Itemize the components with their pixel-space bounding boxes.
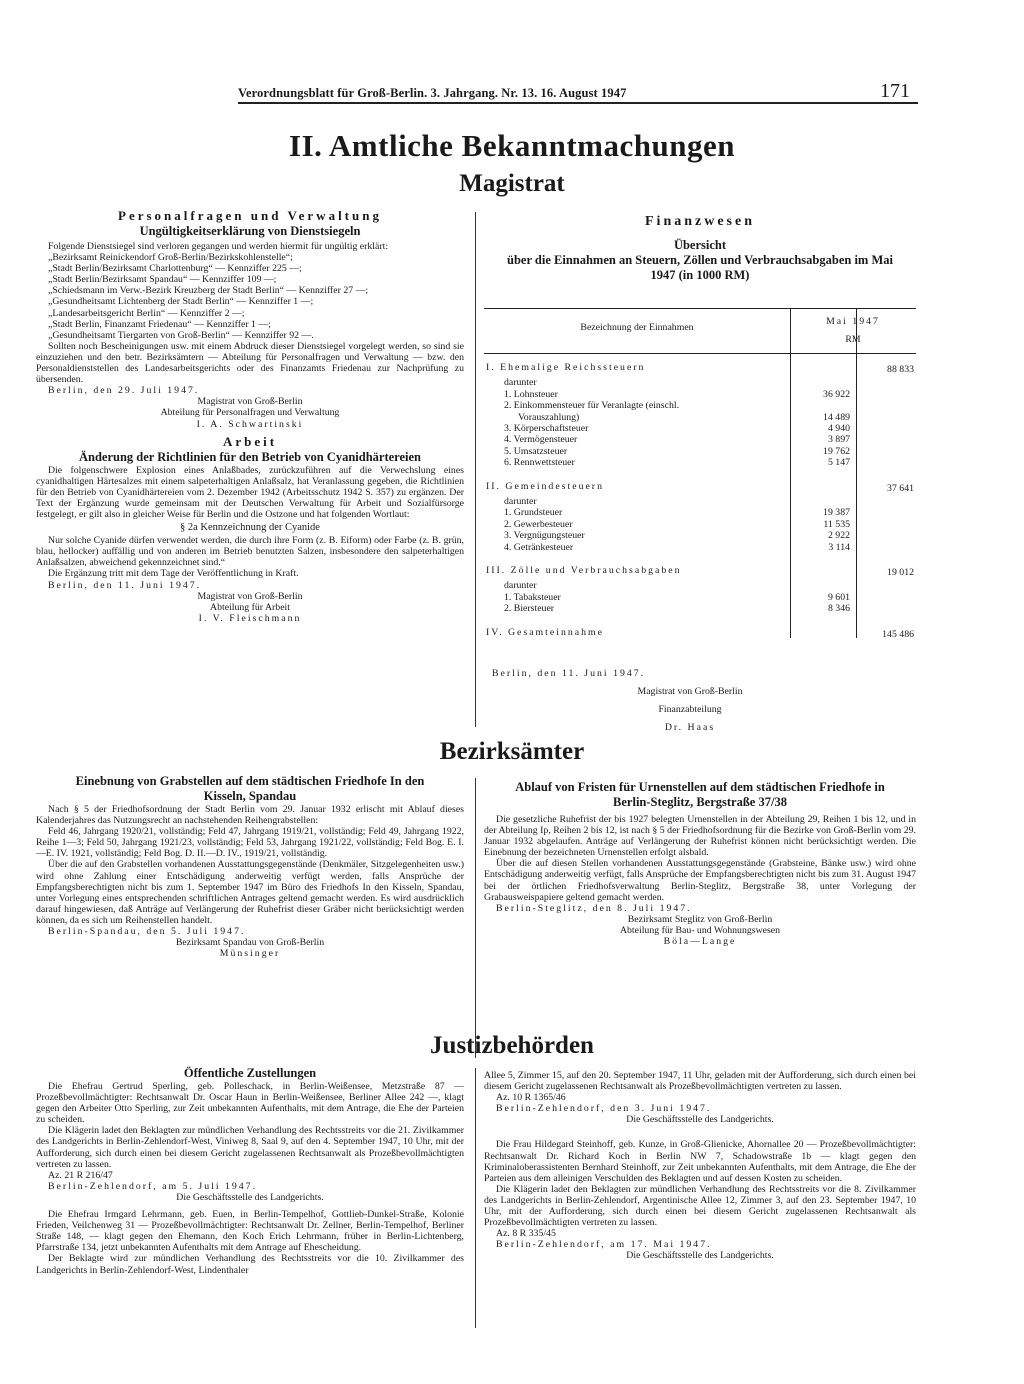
steglitz-signature: Bezirksamt Steglitz von Groß-Berlin xyxy=(627,913,773,925)
finanz-signature: Magistrat von Groß-Berlin xyxy=(637,686,743,697)
siegel-item: „Bezirksamt Reinickendorf Groß-Berlin/Bezirkskohlenstelle“; xyxy=(48,252,293,264)
personal-section xyxy=(36,208,464,624)
column-divider xyxy=(475,1068,476,1328)
zustellung-date: Berlin-Zehlendorf, am 5. Juli 1947. xyxy=(48,1180,258,1192)
page-number: 171 xyxy=(880,80,910,102)
table-header-label: Bezeichnung der Einnahmen xyxy=(580,322,694,333)
zustellung-text: Die Ehefrau Gertrud Sperling, geb. Polleschack, in Berlin-Weißensee, Metzstraße 87 — Prozeßbevollmächtigter: Rechtsanwalt Dr. Oscar Haun in Berlin-Weißensee, Berliner Allee 242 —, klagt gegen den Arbeiter Otto Sperling, zur Zeit unbekannten Aufenthalts, mit dem Antrage, die Ehe der Parteien zu scheiden. xyxy=(36,1081,464,1126)
siegel-item: „Stadt Berlin, Finanzamt Friedenau“ — Kennziffer 1 —; xyxy=(48,318,271,330)
table-row-value: 9 601 xyxy=(827,591,850,603)
arbeit-closing: Die Ergänzung tritt mit dem Tage der Veröffentlichung in Kraft. xyxy=(48,568,299,580)
bezirk-heading: Bezirksämter xyxy=(439,738,585,765)
finanz-section xyxy=(484,214,916,283)
siegel-date: Berlin, den 29. Juli 1947. xyxy=(48,385,200,397)
bezirk-left xyxy=(36,774,464,959)
table-row-value: 3 897 xyxy=(827,434,850,446)
table-vline xyxy=(856,308,857,638)
running-header: Verordnungsblatt für Groß-Berlin. 3. Jahrgang. Nr. 13. 16. August 1947 xyxy=(238,86,627,100)
zustellung-text: Der Beklagte wird zur mündlichen Verhandlung des Rechtsstreits vor die 10. Zivilkammer des Landgerichts in Berlin-Zehlendorf-West, Lindenthaler xyxy=(36,1253,464,1276)
table-row-value: 14 489 xyxy=(823,411,850,423)
spandau-signature: Münsinger xyxy=(219,948,281,960)
zustellung-date: Berlin-Zehlendorf, am 17. Mai 1947. xyxy=(496,1239,712,1251)
table-row-label: darunter xyxy=(504,496,537,507)
table-row-value: 5 147 xyxy=(827,457,850,469)
table-row-label: 1. Grundsteuer xyxy=(504,507,563,519)
section-personalfragen: Personalfragen und Verwaltung xyxy=(118,208,382,223)
siegel-item: „Stadt Berlin/Bezirksamt Charlottenburg“ — Kennziffer 225 —; xyxy=(48,263,302,275)
siegel-item: „Landesarbeitsgericht Berlin“ — Kennziffer 2 —; xyxy=(48,307,245,319)
steglitz-signature: Böla—Lange xyxy=(663,936,737,948)
table-group-total: 145 486 xyxy=(882,628,914,640)
arbeit-paragraph-title: § 2a Kennzeichnung der Cyanide xyxy=(180,522,320,534)
zustellung-signature: Die Geschäftsstelle des Landgerichts. xyxy=(176,1191,324,1203)
arbeit-signature: I. V. Fleischmann xyxy=(198,612,302,624)
table-row-value: 8 346 xyxy=(827,603,850,615)
siegel-item: „Gesundheitsamt Tiergarten von Groß-Berlin“ — Kennziffer 92 —. xyxy=(48,329,314,341)
siegel-heading: Ungültigkeitserklärung von Dienstsiegeln xyxy=(139,224,361,238)
siegel-signature: Abteilung für Personalfragen und Verwaltung xyxy=(160,407,340,419)
table-row-label: 2. Gewerbesteuer xyxy=(504,518,573,530)
table-row-label: 3. Vergnügungsteuer xyxy=(504,530,585,542)
zustellung-text: Die Frau Hildegard Steinhoff, geb. Kunze, in Groß-Glienicke, Ahornallee 20 — Prozeßbevollmächtigter: Rechtsanwalt Dr. Richard Koch in Berlin NW 7, Schadowstraße 1b — klagt gegen den Kriminaloberassistenten Bernhard Steinhoff, zur Zeit unbekannten Aufenthalts, mit dem Antrage, die Ehe der Parteien aus dem alleinigen Verschulden des Beklagten und auf dessen Kosten zu scheiden. xyxy=(484,1139,916,1184)
justiz-heading: Justizbehörden xyxy=(430,1032,594,1059)
table-row-label: 1. Lohnsteuer xyxy=(504,388,558,400)
table-group-total: 37 641 xyxy=(887,482,914,494)
table-group-total: 19 012 xyxy=(887,567,914,578)
arbeit-body: Die folgenschwere Explosion eines Anlaßbades, zurückzuführen auf die Verwechslung eines cyanidhaltigen Härtesalzes mit einem salpeterhaltigen Anlaßsalz, hat Veranlassung gegeben, die Richtlinien für den Betrieb von Cyanidhärtereien vom 2. Dezember 1942 (Arbeitsschutz 1942 S. 357) zu ergänzen. Der Text der Ergänzung wurde gemeinsam mit der Deutschen Verwaltung für Arbeit und Sozialfürsorge festgelegt, er gilt also in gleicher Weise für Berlin und die Ostzone und hat folgenden Wortlaut: xyxy=(36,464,464,520)
table-row-label: darunter xyxy=(504,377,537,389)
steglitz-signature: Abteilung für Bau- und Wohnungswesen xyxy=(619,924,781,936)
siegel-item: „Gesundheitsamt Lichtenberg der Stadt Berlin“ — Kennziffer 1 —; xyxy=(48,296,314,308)
table-rule-top xyxy=(484,308,916,309)
table-row-value: 2 922 xyxy=(827,530,850,542)
zustellung-signature: Die Geschäftsstelle des Landgerichts. xyxy=(626,1114,774,1126)
zustellung-az: Az. 8 R 335/45 xyxy=(496,1228,556,1240)
table-header-unit: RM xyxy=(845,334,861,345)
table-row-label: darunter xyxy=(504,580,537,592)
finanz-title: Übersicht xyxy=(673,238,727,252)
column-divider xyxy=(475,212,476,727)
justiz-left xyxy=(36,1066,464,1276)
finanz-signature: Dr. Haas xyxy=(664,722,716,733)
spandau-signature: Bezirksamt Spandau von Groß-Berlin xyxy=(175,937,325,949)
siegel-body: Sollten noch Bescheinigungen usw. mit einem Abdruck dieser Dienstsiegel vorgelegt werden, so sind sie einzuziehen und den betr. Bezirksämtern — Abteilung für Personalfragen und Verwaltung — bzw. den Personaldienststellen des Landesarbeitsgerichts oder des Finanzamts Friedenau zur Nachprüfung zu übersenden. xyxy=(36,340,464,386)
table-row-value: 19 762 xyxy=(823,445,850,457)
table-row-label: 4. Getränkesteuer xyxy=(504,541,574,553)
spandau-body: Über die auf den Grabstellen vorhandenen Ausstattungsgegenstände (Denkmäler, Sitzgelegenheiten usw.) wird ohne Zahlung einer Entschädigung anderweitig verfügt werden, falls Ansprüche der Empfangsberechtigten nicht bis zum 1. September 1947 im Büro des Friedhofs In den Kisseln, Spandau, unter Vorlegung eines entsprechenden schriftlichen Antrages geltend gemacht werden. Es wird ausdrücklich darauf hingewiesen, daß Anträge auf Verlängerung der Ruhefrist dieser Gräber nicht berücksichtigt werden können, da es sich um Reihenstellen handelt. xyxy=(36,859,464,926)
table-row-label: 4. Vermögensteuer xyxy=(504,434,578,446)
table-row-value: 3 114 xyxy=(828,541,850,553)
table-row-value: 19 387 xyxy=(823,507,850,519)
magistrat-heading: Magistrat xyxy=(459,170,565,197)
table-row-label: 2. Einkommensteuer für Veranlagte (einschl. xyxy=(504,400,680,412)
table-row-value: 36 922 xyxy=(823,388,850,400)
bezirk-right xyxy=(484,780,916,947)
column-divider xyxy=(475,778,476,1058)
spandau-date: Berlin-Spandau, den 5. Juli 1947. xyxy=(48,926,246,938)
arbeit-heading: Änderung der Richtlinien für den Betrieb von Cyanidhärtereien xyxy=(78,449,422,464)
table-rule-header xyxy=(484,353,916,354)
spandau-heading: Einebnung von Grabstellen auf dem städtischen Friedhofe In den Kisseln, Spandau xyxy=(75,774,425,803)
steglitz-body: Über die auf diesen Stellen vorhandenen Ausstattungsgegenstände (Grabsteine, Bänke usw.) wird ohne Entschädigung anderweitig verfügt, falls Ansprüche der Empfangsberechtigten nicht bis zum 31. August 1947 bei der örtlichen Friedhofsverwaltung Berlin-Steglitz, Bergstraße 38, unter Vorlegung der Grabausweispapiere geltend gemacht werden. xyxy=(484,858,916,903)
zustellung-az: Az. 10 R 1365/46 xyxy=(496,1092,566,1104)
zustellung-text: Die Ehefrau Irmgard Lehrmann, geb. Euen, in Berlin-Tempelhof, Gottlieb-Dunkel-Straße, Kolonie Frieden, Veilchenweg 31 — Prozeßbevollmächtigter: Rechtsanwalt Dr. Zellner, Berlin-Tempelhof, Berliner Straße 148, — klagt gegen den Ehemann, den Koch Erich Lehrmann, früher in Berlin-Lichtenberg, Pfarrstraße 134, jetzt unbekannten Aufenthalts mit dem Antrage auf Ehescheidung. xyxy=(36,1209,464,1254)
justiz-right xyxy=(484,1070,916,1262)
zustellung-az: Az. 21 R 216/47 xyxy=(48,1169,113,1181)
siegel-signature: Magistrat von Groß-Berlin xyxy=(197,396,303,408)
zustellung-text: Allee 5, Zimmer 15, auf den 20. September 1947, 11 Uhr, geladen mit der Aufforderung, sich durch einen bei diesem Gericht zugelassenen Rechtsanwalt als Prozeßbevollmächtigten vertreten zu lassen. xyxy=(484,1070,916,1093)
arbeit-signature: Magistrat von Groß-Berlin xyxy=(197,590,303,602)
table-group-title: IV. Gesamteinnahme xyxy=(486,626,604,638)
zustellung-text: Die Klägerin ladet den Beklagten zur mündlichen Verhandlung des Rechtsstreits vor die 21. Zivilkammer des Landgerichts in Berlin-Zehlendorf-West, Viniweg 8, Saal 9, auf den 4. September 1947, 10 Uhr, mit der Aufforderung, sich durch einen bei diesem Gericht zugelassenen Rechtsanwalt als Prozeßbevollmächtigten vertreten zu lassen. xyxy=(36,1125,464,1170)
zustellung-date: Berlin-Zehlendorf, den 3. Juni 1947. xyxy=(496,1103,712,1115)
siegel-signature: I. A. Schwartinski xyxy=(196,418,304,430)
table-group-title: I. Ehemalige Reichssteuern xyxy=(486,362,646,373)
steglitz-body: Die gesetzliche Ruhefrist der bis 1927 belegten Urnenstellen in der Abteilung 29, Reihen 1 bis 12, und in der Abteilung Ip, Reihen 2 bis 12, ist nach § 5 der Friedhofsordnung für die Bezirke von Groß-Berlin vom 29. Januar 1932 abgelaufen. Anträge auf Verlängerung der Ruhefrist können nicht berücksichtigt werden. Die Einebnung der bezeichneten Urnenstellen erfolgt alsbald. xyxy=(484,814,916,859)
table-group-title: II. Gemeindesteuern xyxy=(486,480,604,492)
zustellung-text: Die Klägerin ladet den Beklagten zur mündlichen Verhandlung des Rechtsstreits vor die 8. Zivilkammer des Landgerichts in Berlin-Zehlendorf, Argentinische Allee 12, Zimmer 3, auf den 23. September 1947, 10 Uhr, mit der Aufforderung, sich durch einen bei diesem Gericht zugelassenen Rechtsanwalt als Prozeßbevollmächtigten vertreten zu lassen. xyxy=(484,1183,916,1229)
zustellungen-heading: Öffentliche Zustellungen xyxy=(183,1066,317,1080)
table-group-total: 88 833 xyxy=(887,364,914,375)
steglitz-heading: Ablauf von Fristen für Urnenstellen auf dem städtischen Friedhofe in Berlin-Steglitz, Bergstraße 37/38 xyxy=(515,780,885,809)
table-row-label: 6. Rennwettsteuer xyxy=(504,457,575,469)
arbeit-quote: Nur solche Cyanide dürfen verwendet werden, die durch ihre Form (z. B. Eiform) oder Farbe (z. B. grün, blau, hellocker) auffällig und von anderen im Betrieb benutzten Salzen, insbesondere den salpeterhaltigen Anlaßsalzen, abweichend gekennzeichnet sind.“ xyxy=(36,535,464,569)
spandau-body: Nach § 5 der Friedhofsordnung der Stadt Berlin vom 29. Januar 1932 erlischt mit Ablauf dieses Kalenderjahres das Nutzungsrecht an nachstehenden Reihengrabstellen: xyxy=(36,804,464,827)
table-row-label: 3. Körperschaftsteuer xyxy=(504,423,589,434)
finanz-subtitle: über die Einnahmen an Steuern, Zöllen und Verbrauchsabgaben im Mai 1947 (in 1000 RM) xyxy=(507,253,893,282)
siegel-intro: Folgende Dienstsiegel sind verloren gegangen und werden hiermit für ungültig erklärt: xyxy=(48,241,389,252)
siegel-item: „Stadt Berlin/Bezirksamt Spandau“ — Kennziffer 109 —; xyxy=(48,274,277,286)
finanz-signature: Finanzabteilung xyxy=(658,704,722,715)
table-group-title: III. Zölle und Verbrauchsabgaben xyxy=(486,565,682,576)
table-row-label: Vorauszahlung) xyxy=(518,411,580,423)
table-vline xyxy=(790,308,791,638)
spandau-body: Feld 46, Jahrgang 1920/21, vollständig; Feld 47, Jahrgang 1919/21, vollständig; Feld 49, Jahrgang 1922, Reihe 1—3; Feld 50, Jahrgang 1921/23, vollständig; Feld 53, Jahrgang 1921/22, vollständig; Feld Bog. E. I.—E. IV. 1921, vollständig; Feld Bog. D. II.—D. IV., 1919/21, vollständig. xyxy=(36,826,464,860)
table-row-value: 11 535 xyxy=(823,518,850,530)
finanz-date: Berlin, den 11. Juni 1947. xyxy=(492,668,646,679)
table-row-label: 5. Umsatzsteuer xyxy=(504,445,568,457)
zustellung-signature: Die Geschäftsstelle des Landgerichts. xyxy=(626,1250,774,1262)
table-row-value: 4 940 xyxy=(827,423,850,434)
arbeit-date: Berlin, den 11. Juni 1947. xyxy=(48,579,202,591)
table-header-month: Mai 1947 xyxy=(826,316,880,327)
table-row-label: 1. Tabaksteuer xyxy=(504,591,561,603)
siegel-item: „Schiedsmann im Verw.-Bezirk Kreuzberg der Stadt Berlin“ — Kennziffer 27 —; xyxy=(48,285,369,297)
main-title: II. Amtliche Bekanntmachungen xyxy=(289,128,735,163)
section-arbeit: Arbeit xyxy=(222,433,278,449)
steglitz-date: Berlin-Steglitz, den 8. Juli 1947. xyxy=(496,902,692,914)
header-rule xyxy=(238,102,918,104)
section-finanzwesen: Finanzwesen xyxy=(645,214,755,229)
table-row-label: 2. Biersteuer xyxy=(504,603,555,615)
arbeit-signature: Abteilung für Arbeit xyxy=(210,601,290,613)
